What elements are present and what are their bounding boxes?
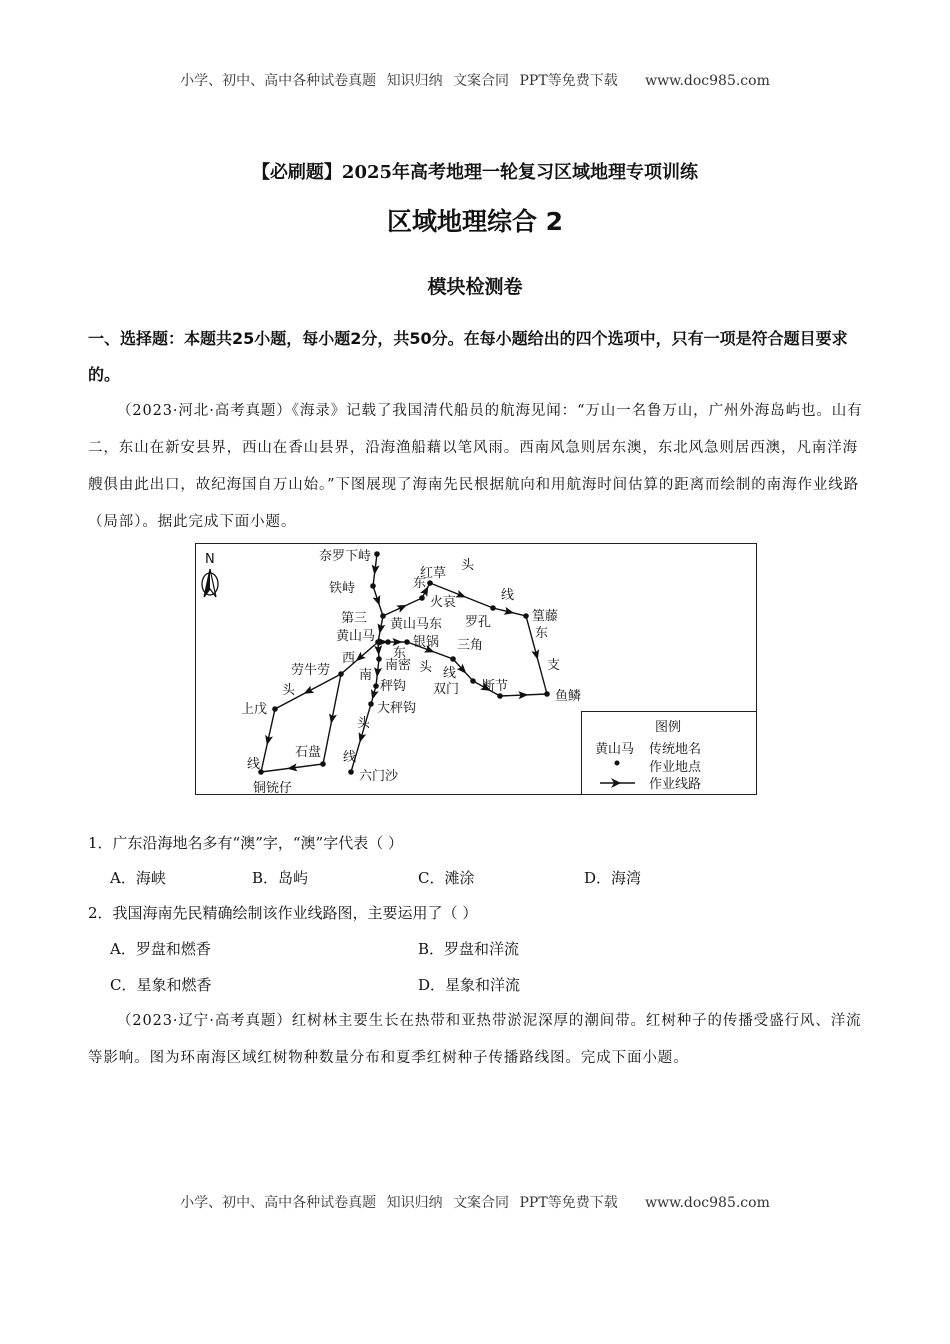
- option-b[interactable]: B．岛屿: [252, 869, 309, 887]
- module-title: 模块检测卷: [427, 276, 523, 298]
- option-b[interactable]: B．罗盘和洋流: [418, 940, 520, 958]
- footer-link[interactable]: www.doc985.com: [645, 1195, 770, 1211]
- footer-text: 文案合同: [453, 1195, 510, 1211]
- place-label: 大秤钩: [377, 701, 417, 716]
- map-legend: [582, 712, 757, 795]
- location-dot: [427, 580, 433, 586]
- place-label: 石盘: [295, 745, 322, 760]
- route-name-char: 东: [393, 646, 407, 661]
- location-dot: [380, 613, 386, 619]
- header-text: 知识归纳: [386, 73, 443, 89]
- place-label: 第三: [341, 611, 368, 626]
- legend-name-label: 传统地名: [649, 742, 702, 757]
- question-1: 1．广东沿海地名多有“澳”字，“澳”字代表（ ）: [88, 834, 403, 852]
- legend-point-label: 作业地点: [649, 760, 702, 775]
- option-d[interactable]: D．星象和洋流: [418, 976, 521, 994]
- route-name-char: 线: [343, 750, 357, 765]
- page-footer: [0, 1192, 950, 1212]
- section-heading: 一、选择题：本题共25小题，每小题2分，共50分。在每小题给出的四个选项中，只有一项是符合题目要求的。: [88, 329, 848, 384]
- place-label: 鱼鳞: [555, 689, 582, 704]
- place-label: 断节: [482, 679, 509, 694]
- footer-text: PPT等免费下载: [519, 1195, 618, 1211]
- question-2: 2．我国海南先民精确绘制该作业线路图，主要运用了（ ）: [88, 904, 478, 922]
- route-name-char: 南: [359, 668, 373, 683]
- place-label: 黄山马东: [390, 617, 443, 632]
- location-dot: [470, 678, 476, 684]
- option-d[interactable]: D．海湾: [584, 869, 642, 887]
- header-text: PPT等免费下载: [519, 73, 618, 89]
- page-header: [0, 70, 950, 90]
- place-label: 南密: [385, 658, 412, 673]
- location-dot: [373, 683, 379, 689]
- header-link[interactable]: www.doc985.com: [645, 73, 770, 89]
- route-name-char: 线: [501, 588, 515, 603]
- north-label: N: [205, 552, 215, 567]
- place-label: 奈罗下峙: [319, 549, 372, 564]
- location-dot: [490, 605, 496, 611]
- option-a[interactable]: A．海峡: [110, 869, 166, 887]
- location-dot: [450, 656, 456, 662]
- legend-route-label: 作业线路: [649, 777, 702, 792]
- place-label: 劳牛劳: [291, 663, 331, 678]
- header-text: 小学、初中、高中各种试卷真题: [180, 73, 377, 89]
- route-map: [195, 543, 757, 795]
- location-dot: [376, 656, 382, 662]
- place-label: 六门沙: [359, 769, 399, 784]
- location-dot: [385, 639, 391, 645]
- route-name-char: 头: [419, 660, 433, 675]
- place-label: 三角: [457, 638, 484, 653]
- location-dot: [375, 639, 381, 645]
- location-dot: [272, 706, 278, 712]
- option-c[interactable]: C．星象和燃香: [110, 976, 212, 994]
- location-dot: [523, 613, 529, 619]
- location-dot: [419, 595, 425, 601]
- location-dot: [338, 671, 344, 677]
- route-name-char: 东: [535, 626, 549, 641]
- place-label: 铁峙: [329, 581, 356, 596]
- place-label: 火哀: [430, 595, 457, 610]
- option-a[interactable]: A．罗盘和燃香: [110, 940, 211, 958]
- location-dot: [404, 639, 410, 645]
- route-name-char: 头: [461, 558, 475, 573]
- location-dot: [544, 691, 550, 697]
- route-name-char: 东: [413, 576, 427, 591]
- place-label: 银锅: [413, 635, 440, 650]
- header-text: 文案合同: [453, 73, 510, 89]
- place-label: 黄山马: [336, 629, 376, 644]
- place-label: 秤钩: [380, 679, 407, 694]
- place-label: 铜铳仔: [253, 781, 293, 795]
- place-label: 红草: [420, 566, 447, 581]
- route-name-char: 西: [342, 651, 356, 666]
- footer-text: 小学、初中、高中各种试卷真题: [180, 1195, 377, 1211]
- passage-2: （2023·辽宁·高考真题）红树林主要生长在热带和亚热带淤泥深厚的潮间带。红树种子的传播受盛行风、洋流等影响。图为环南海区域红树物种数量分布和夏季红树种子传播路线图。完成下面小题。: [88, 1013, 862, 1066]
- route-name-char: 线: [247, 757, 261, 772]
- place-label: 篁藤: [532, 609, 559, 624]
- legend-title: 图例: [655, 720, 682, 735]
- footer-text: 知识归纳: [386, 1195, 443, 1211]
- document-title: 【必刷题】2025年高考地理一轮复习区域地理专项训练: [251, 162, 699, 183]
- location-dot: [370, 583, 376, 589]
- location-dot: [368, 701, 374, 707]
- route-name-char: 线: [443, 666, 457, 681]
- document-subtitle: 区域地理综合 2: [386, 207, 564, 236]
- route-name-char: 头: [282, 683, 296, 698]
- place-label: 上戊: [241, 702, 268, 717]
- location-dot: [348, 769, 354, 775]
- legend-sample: 黄山马: [595, 742, 635, 757]
- location-dot: [320, 761, 326, 767]
- route-name-char: 支: [547, 658, 561, 673]
- location-dot: [374, 551, 380, 557]
- location-dot: [497, 693, 503, 699]
- legend-dot-icon: [615, 761, 620, 766]
- option-c[interactable]: C．滩涂: [418, 869, 475, 887]
- route-name-char: 头: [357, 716, 371, 731]
- passage-1: （2023·河北·高考真题）《海录》记载了我国清代船员的航海见闻：“万山一名鲁万山，广州外海岛屿也。山有二，东山在新安县界，西山在香山县界，沿海渔船藉以笔风雨。西南风急则居东澳，东北风急则居西澳，凡南洋海艘俱由此出口，故纪海国自万山始。”下图展现了海南先民根据航向和用航海时间估算的距离而绘制的南海作业线路（局部）。据此完成下面小题。: [88, 403, 863, 530]
- place-label: 罗孔: [465, 615, 492, 630]
- place-label: 双门: [433, 682, 460, 697]
